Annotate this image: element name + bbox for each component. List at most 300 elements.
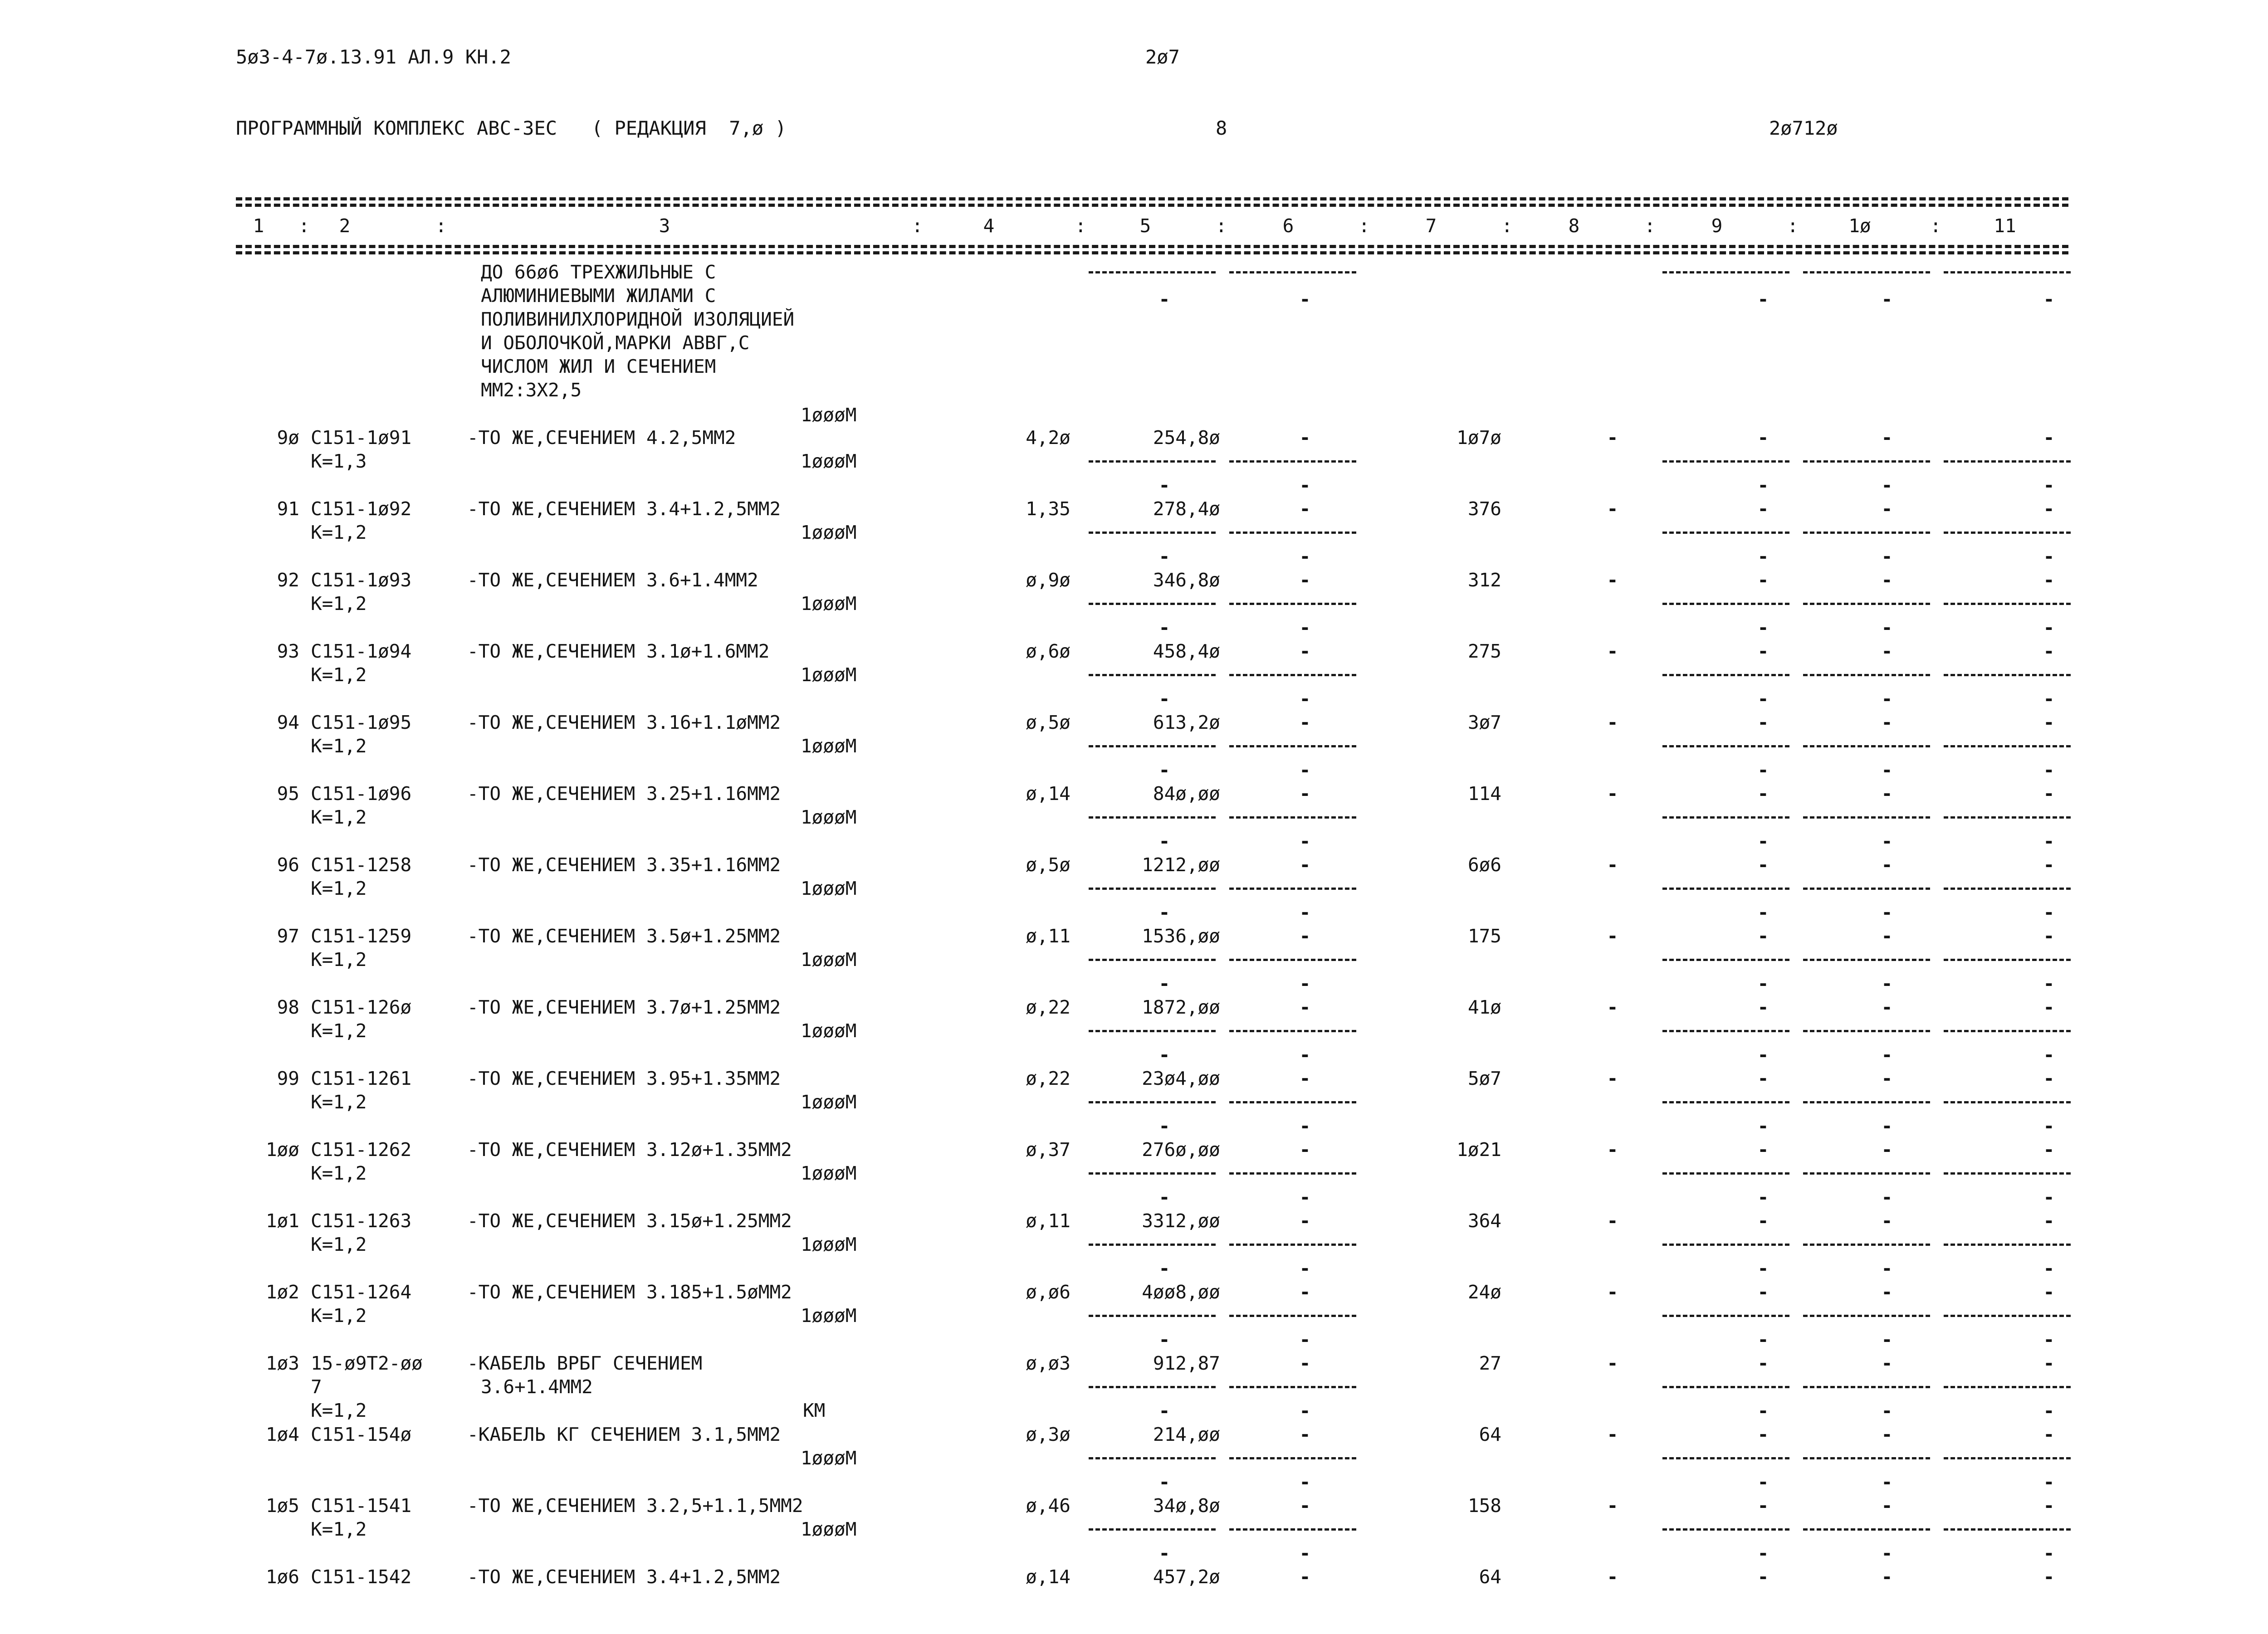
row-number: 99 [277,1068,299,1089]
row-description: -ТО ЖЕ,СЕЧЕНИЕМ 3.2,5+1.1,5ММ2 [467,1495,803,1517]
row-col11-mark: - [2043,1139,2055,1161]
row-col6-mark: - [1299,1068,1311,1089]
row-quantity: ø,5ø [1026,712,1070,733]
intro-rule [1229,271,1356,273]
row-col11-mark: - [2043,640,2055,662]
row-col6-mark: - [1299,712,1311,733]
column-separator: : [435,215,447,237]
row-col10-mark: - [1881,427,1893,449]
row-coefficient: К=1,2 [311,1020,367,1042]
cell-rule [1089,1030,1216,1032]
row-description: -ТО ЖЕ,СЕЧЕНИЕМ 3.4+1.2,5ММ2 [467,498,781,520]
cell-rule [1662,1528,1789,1531]
cell-rule [1803,1101,1930,1103]
document-reference: 5ø3-4-7ø.13.91 АЛ.9 КН.2 [236,46,511,68]
row-col6-mark: - [1299,1424,1311,1445]
separator-mark: - [1299,474,1311,496]
row-code: С151-1ø91 [311,427,412,449]
row-col10-mark: - [1881,854,1893,876]
row-col10-mark: - [1881,1281,1893,1303]
row-number: 91 [277,498,299,520]
row-description: -ТО ЖЕ,СЕЧЕНИЕМ 3.7ø+1.25ММ2 [467,996,781,1018]
cell-rule [1089,603,1216,605]
cell-rule [1229,959,1356,961]
row-col10-mark: - [1881,1352,1893,1374]
separator-mark: - [1757,973,1769,995]
row-unit-price: 1872,øø [1142,996,1220,1018]
cell-rule [1662,1101,1789,1103]
separator-mark: - [1757,1329,1769,1351]
row-number: 96 [277,854,299,876]
column-separator: : [1644,215,1656,237]
row-number: 1ø6 [265,1566,299,1588]
cell-rule [1944,1030,2071,1032]
cell-rule [1944,816,2071,819]
cell-rule [1944,745,2071,747]
column-header: 8 [1568,215,1580,237]
cell-rule [1229,1457,1356,1459]
separator-mark: - [1158,1044,1170,1066]
separator-mark: - [1757,1186,1769,1208]
row-code: С151-1261 [311,1068,412,1089]
row-code: С151-1258 [311,854,412,876]
separator-mark: - [1757,688,1769,710]
cell-rule [1662,460,1789,463]
separator-mark: - [1299,1471,1311,1493]
separator-mark: - [2043,1471,2055,1493]
row-col9-mark: - [1757,427,1769,449]
row-col10-mark: - [1881,569,1893,591]
row-unit: 1øøøМ [801,1234,857,1255]
row-code: С151-1ø92 [311,498,412,520]
cell-rule [1089,959,1216,961]
cell-rule [1662,1457,1789,1459]
cell-rule [1803,1030,1930,1032]
row-col8-mark: - [1607,1068,1618,1089]
row-number: 92 [277,569,299,591]
row-col11-mark: - [2043,1566,2055,1588]
row-col6-mark: - [1299,854,1311,876]
separator-mark: - [1881,759,1893,781]
row-number: 1ø3 [265,1352,299,1374]
row-unit-price: 458,4ø [1153,640,1220,662]
row-col10-mark: - [1881,996,1893,1018]
intro-mark: - [1881,288,1893,310]
row-unit-price: 34ø,8ø [1153,1495,1220,1517]
cell-rule [1662,888,1789,890]
column-separator: : [298,215,310,237]
row-quantity: ø,3ø [1026,1424,1070,1445]
intro-mark: - [2043,288,2055,310]
separator-mark: - [1881,973,1893,995]
row-coefficient: К=1,2 [311,1305,367,1327]
row-unit: 1øøøМ [801,878,857,899]
row-col9-mark: - [1757,1281,1769,1303]
row-unit-price: 346,8ø [1153,569,1220,591]
row-code: 15-ø9Т2-øø [311,1352,423,1374]
row-coefficient: К=1,2 [311,1162,367,1184]
row-coefficient: К=1,2 [311,949,367,971]
row-col6-mark: - [1299,996,1311,1018]
document-code: 2ø712ø [1769,117,1838,139]
separator-mark: - [1757,830,1769,852]
row-col9-mark: - [1757,854,1769,876]
row-unit: КМ [803,1400,826,1421]
cell-rule [1089,1528,1216,1531]
cell-rule [1662,1172,1789,1175]
intro-unit: 1øøøМ [801,404,857,426]
row-unit-price: 4øø8,øø [1142,1281,1220,1303]
column-header: 6 [1282,215,1294,237]
row-total: 275 [1467,640,1501,662]
separator-mark: - [1158,973,1170,995]
separator-mark: - [1757,1400,1769,1422]
cell-rule [1944,1172,2071,1175]
row-col8-mark: - [1607,854,1618,876]
separator-mark: - [1158,546,1170,567]
row-col8-mark: - [1607,427,1618,449]
row-description: -ТО ЖЕ,СЕЧЕНИЕМ 4.2,5ММ2 [467,427,736,449]
separator-mark: - [2043,830,2055,852]
row-description: -ТО ЖЕ,СЕЧЕНИЕМ 3.12ø+1.35ММ2 [467,1139,792,1161]
cell-rule [1944,1528,2071,1531]
row-col10-mark: - [1881,712,1893,733]
cell-rule [1229,1528,1356,1531]
row-number: 1ø1 [265,1210,299,1232]
separator-mark: - [1881,1044,1893,1066]
separator-mark: - [2043,902,2055,923]
row-quantity: ø,11 [1026,1210,1070,1232]
row-col10-mark: - [1881,640,1893,662]
row-unit-price: 23ø4,øø [1142,1068,1220,1089]
separator-mark: - [1158,688,1170,710]
separator-mark: - [1299,902,1311,923]
separator-mark: - [1299,546,1311,567]
cell-rule [1803,745,1930,747]
row-description: -ТО ЖЕ,СЕЧЕНИЕМ 3.5ø+1.25ММ2 [467,925,781,947]
row-number: 1ø4 [265,1424,299,1445]
separator-mark: - [2043,1400,2055,1422]
cell-rule [1229,1315,1356,1317]
row-description: -КАБЕЛЬ КГ СЕЧЕНИЕМ 3.1,5ММ2 [467,1424,781,1445]
row-number: 93 [277,640,299,662]
row-col9-mark: - [1757,1068,1769,1089]
intro-mark: - [1158,288,1170,310]
separator-mark: - [1881,1400,1893,1422]
cell-rule [1089,1172,1216,1175]
separator-mark: - [1757,902,1769,923]
row-unit-price: 278,4ø [1153,498,1220,520]
column-separator: : [1075,215,1086,237]
row-code: С151-1542 [311,1566,412,1588]
row-col8-mark: - [1607,569,1618,591]
separator-mark: - [2043,1186,2055,1208]
cell-rule [1803,532,1930,534]
row-code: С151-1ø93 [311,569,412,591]
cell-rule [1662,1315,1789,1317]
row-col10-mark: - [1881,1495,1893,1517]
row-col6-mark: - [1299,427,1311,449]
row-unit-price: 912,87 [1153,1352,1220,1374]
row-col8-mark: - [1607,712,1618,733]
row-unit-price: 1536,øø [1142,925,1220,947]
row-col9-mark: - [1757,569,1769,591]
row-quantity: ø,37 [1026,1139,1070,1161]
row-col11-mark: - [2043,925,2055,947]
intro-line: АЛЮМИНИЕВЫМИ ЖИЛАМИ С [481,285,716,307]
row-col8-mark: - [1607,783,1618,805]
cell-rule [1944,674,2071,676]
row-col9-mark: - [1757,1495,1769,1517]
cell-rule [1229,1244,1356,1246]
cell-rule [1089,1101,1216,1103]
cell-rule [1944,888,2071,890]
row-code: С151-1541 [311,1495,412,1517]
separator-mark: - [1158,902,1170,923]
row-col8-mark: - [1607,925,1618,947]
row-unit: 1øøøМ [801,593,857,615]
cell-rule [1229,1101,1356,1103]
cell-rule [1662,1030,1789,1032]
row-number: 94 [277,712,299,733]
separator-mark: - [1881,1186,1893,1208]
row-col9-mark: - [1757,1139,1769,1161]
row-col9-mark: - [1757,1424,1769,1445]
row-total: 376 [1467,498,1501,520]
row-col9-mark: - [1757,1566,1769,1588]
separator-mark: - [2043,759,2055,781]
cell-rule [1662,674,1789,676]
cell-rule [1662,1244,1789,1246]
column-separator: : [1501,215,1513,237]
separator-mark: - [1299,1186,1311,1208]
separator-mark: - [1881,830,1893,852]
row-col11-mark: - [2043,712,2055,733]
row-col10-mark: - [1881,1424,1893,1445]
cell-rule [1229,888,1356,890]
row-col8-mark: - [1607,640,1618,662]
row-col8-mark: - [1607,1281,1618,1303]
cell-rule [1803,1315,1930,1317]
row-quantity: ø,11 [1026,925,1070,947]
row-col8-mark: - [1607,1424,1618,1445]
cell-rule [1229,674,1356,676]
separator-mark: - [2043,1258,2055,1279]
column-header: 1 [253,215,264,237]
separator-mark: - [1881,1471,1893,1493]
column-header: 3 [659,215,670,237]
row-unit: 1øøøМ [801,1020,857,1042]
cell-rule [1089,1244,1216,1246]
row-number: 97 [277,925,299,947]
row-unit-price: 613,2ø [1153,712,1220,733]
cell-rule [1944,1101,2071,1103]
cell-rule [1229,1030,1356,1032]
cell-rule [1803,816,1930,819]
cell-rule [1944,532,2071,534]
separator-mark: - [1299,1542,1311,1564]
row-coefficient: К=1,3 [311,450,367,472]
row-unit-price: 276ø,øø [1142,1139,1220,1161]
cell-rule [1803,1244,1930,1246]
row-col9-mark: - [1757,1352,1769,1374]
row-description: -ТО ЖЕ,СЕЧЕНИЕМ 3.25+1.16ММ2 [467,783,781,805]
row-unit-price: 254,8ø [1153,427,1220,449]
row-unit-price: 457,2ø [1153,1566,1220,1588]
cell-rule [1803,460,1930,463]
sheet-number: 8 [1216,117,1227,139]
separator-mark: - [1299,759,1311,781]
cell-rule [1944,1244,2071,1246]
intro-mark: - [1299,288,1311,310]
cell-rule [1229,603,1356,605]
separator-mark: - [1299,617,1311,639]
row-quantity: ø,14 [1026,1566,1070,1588]
row-col8-mark: - [1607,1139,1618,1161]
row-col6-mark: - [1299,569,1311,591]
row-col9-mark: - [1757,712,1769,733]
cell-rule [1662,816,1789,819]
row-col11-mark: - [2043,1424,2055,1445]
row-code: С151-1264 [311,1281,412,1303]
separator-mark: - [1158,1542,1170,1564]
row-total: 5ø7 [1467,1068,1501,1089]
separator-mark: - [1757,1258,1769,1279]
row-col6-mark: - [1299,498,1311,520]
row-coefficient: К=1,2 [311,806,367,828]
row-total: 64 [1479,1424,1501,1445]
row-unit: 1øøøМ [801,806,857,828]
row-unit: 1øøøМ [801,450,857,472]
intro-rule [1803,271,1930,273]
row-code: С151-1ø96 [311,783,412,805]
row-total: 114 [1467,783,1501,805]
row-col10-mark: - [1881,1566,1893,1588]
row-total: 27 [1479,1352,1501,1374]
cell-rule [1944,959,2071,961]
row-description: -ТО ЖЕ,СЕЧЕНИЕМ 3.6+1.4ММ2 [467,569,758,591]
row-unit: 1øøøМ [801,735,857,757]
row-col11-mark: - [2043,783,2055,805]
row-number: 1ø5 [265,1495,299,1517]
row-col9-mark: - [1757,1210,1769,1232]
cell-rule [1089,532,1216,534]
row-coefficient: К=1,2 [311,664,367,686]
separator-mark: - [1881,688,1893,710]
separator-mark: - [2043,474,2055,496]
table-top-rule-2 [236,204,2068,207]
row-col9-mark: - [1757,783,1769,805]
separator-mark: - [1158,1258,1170,1279]
column-header: 7 [1425,215,1437,237]
row-quantity: 1,35 [1026,498,1070,520]
row-col11-mark: - [2043,498,2055,520]
row-col10-mark: - [1881,783,1893,805]
row-col8-mark: - [1607,498,1618,520]
cell-rule [1229,532,1356,534]
column-separator: : [1930,215,1941,237]
row-quantity: ø,22 [1026,996,1070,1018]
separator-mark: - [1757,474,1769,496]
row-col9-mark: - [1757,925,1769,947]
cell-rule [1803,888,1930,890]
cell-rule [1944,1386,2071,1388]
cell-rule [1089,1457,1216,1459]
row-col8-mark: - [1607,1352,1618,1374]
program-title: ПРОГРАММНЫЙ КОМПЛЕКС АВС-3ЕС ( РЕДАКЦИЯ 7,ø ) [236,117,787,139]
row-code: С151-1262 [311,1139,412,1161]
separator-mark: - [1757,759,1769,781]
separator-mark: - [2043,617,2055,639]
row-col6-mark: - [1299,1210,1311,1232]
cell-rule [1944,1315,2071,1317]
row-number: 1ø2 [265,1281,299,1303]
column-header: 2 [339,215,351,237]
row-code: С151-1259 [311,925,412,947]
row-description: -КАБЕЛЬ ВРБГ СЕЧЕНИЕМ [467,1352,703,1374]
intro-rule [1662,271,1789,273]
row-quantity: 4,2ø [1026,427,1070,449]
separator-mark: - [1881,474,1893,496]
row-total: 364 [1467,1210,1501,1232]
separator-mark: - [1158,1115,1170,1137]
row-col6-mark: - [1299,640,1311,662]
cell-rule [1229,460,1356,463]
row-coefficient: К=1,2 [311,1234,367,1255]
row-col6-mark: - [1299,1281,1311,1303]
cell-rule [1662,532,1789,534]
row-unit: 1øøøМ [801,949,857,971]
row-col11-mark: - [2043,996,2055,1018]
row-code: С151-1ø94 [311,640,412,662]
table-top-rule [236,197,2068,200]
row-number: 9ø [277,427,299,449]
row-unit-price: 214,øø [1153,1424,1220,1445]
row-quantity: ø,9ø [1026,569,1070,591]
row-number: 95 [277,783,299,805]
row-code: С151-126ø [311,996,412,1018]
page-number: 2ø7 [1145,46,1180,68]
separator-mark: - [1757,546,1769,567]
row-col8-mark: - [1607,1566,1618,1588]
row-code: С151-154ø [311,1424,412,1445]
row-quantity: ø,ø3 [1026,1352,1070,1374]
separator-mark: - [2043,1542,2055,1564]
row-coefficient: К=1,2 [311,1400,367,1421]
separator-mark: - [1158,1471,1170,1493]
separator-mark: - [1881,1542,1893,1564]
row-total: 312 [1467,569,1501,591]
row-total: 24ø [1467,1281,1501,1303]
row-unit: 1øøøМ [801,664,857,686]
separator-mark: - [2043,1115,2055,1137]
row-description: -ТО ЖЕ,СЕЧЕНИЕМ 3.185+1.5øММ2 [467,1281,792,1303]
separator-mark: - [1158,1186,1170,1208]
intro-line: ПОЛИВИНИЛХЛОРИДНОЙ ИЗОЛЯЦИЕЙ [481,308,795,330]
cell-rule [1229,745,1356,747]
row-number: 1øø [265,1139,299,1161]
row-col11-mark: - [2043,1352,2055,1374]
separator-mark: - [1158,759,1170,781]
cell-rule [1089,1315,1216,1317]
cell-rule [1803,1386,1930,1388]
cell-rule [1089,1386,1216,1388]
row-code: С151-1263 [311,1210,412,1232]
cell-rule [1803,1172,1930,1175]
cell-rule [1944,460,2071,463]
row-description: -ТО ЖЕ,СЕЧЕНИЕМ 3.95+1.35ММ2 [467,1068,781,1089]
column-separator: : [1787,215,1799,237]
